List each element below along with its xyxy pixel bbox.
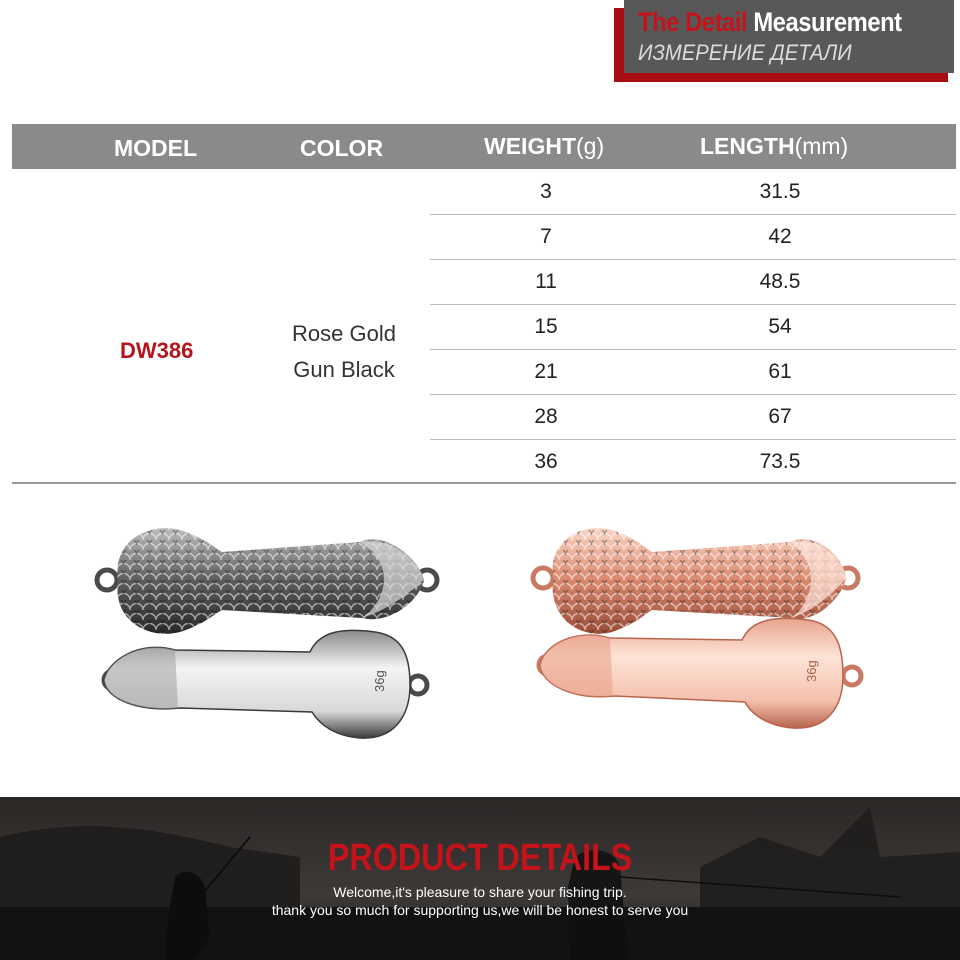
length-cell: 31.5 xyxy=(759,180,801,203)
banner-line-1: Welcome,it's pleasure to share your fishing trip. xyxy=(333,884,627,900)
column-header-model: MODEL xyxy=(114,135,198,161)
length-cell: 54 xyxy=(768,315,792,338)
header-title xyxy=(638,7,902,38)
length-cell: 42 xyxy=(768,225,792,248)
model-value: DW386 xyxy=(120,338,194,363)
weight-cell: 11 xyxy=(535,270,557,293)
rose-gold-lure-smooth xyxy=(539,618,861,728)
color-values xyxy=(276,316,412,388)
table-row xyxy=(430,169,956,214)
column-header-weight: WEIGHT(g) xyxy=(484,133,605,159)
banner-line-2: thank you so much for supporting us,we will be honest to serve you xyxy=(271,902,689,918)
weight-cell: 21 xyxy=(534,360,558,383)
length-cell: 48.5 xyxy=(759,270,801,293)
weight-cell: 7 xyxy=(540,225,552,248)
column-header-color: COLOR xyxy=(300,135,384,161)
color-rose-gold: Rose Gold xyxy=(292,321,396,346)
table-bottom-divider xyxy=(12,482,956,484)
header-badge xyxy=(624,0,954,73)
gun-black-lure-scaled xyxy=(97,528,437,634)
column-header-length: LENGTH(mm) xyxy=(700,133,849,159)
product-details-banner xyxy=(0,797,960,960)
table-header xyxy=(12,124,956,169)
rose-gold-engraving: 36g xyxy=(804,660,819,682)
color-gun-black: Gun Black xyxy=(293,357,395,382)
table-row xyxy=(430,214,956,259)
table-row xyxy=(430,259,956,304)
rose-gold-lure-scaled xyxy=(533,528,858,634)
header-title-red: The Detail xyxy=(638,7,748,37)
length-cell: 61 xyxy=(768,360,792,383)
table-row xyxy=(430,394,956,439)
weight-cell: 15 xyxy=(534,315,558,338)
gun-black-lure-smooth xyxy=(104,630,427,738)
length-cell: 73.5 xyxy=(759,450,801,473)
weight-cell: 3 xyxy=(540,180,552,203)
banner-title: PRODUCT DETAILS xyxy=(327,837,633,879)
weight-cell: 28 xyxy=(534,405,558,428)
length-cell: 67 xyxy=(768,405,792,428)
weight-cell: 36 xyxy=(534,450,558,473)
product-photos xyxy=(0,500,960,760)
header-title-white: Measurement xyxy=(753,7,902,37)
table-row xyxy=(430,349,956,394)
header-subtitle: ИЗМЕРЕНИЕ ДЕТАЛИ xyxy=(638,40,852,65)
table-row xyxy=(430,439,956,484)
gun-black-engraving: 36g xyxy=(372,670,387,692)
table-row xyxy=(430,304,956,349)
